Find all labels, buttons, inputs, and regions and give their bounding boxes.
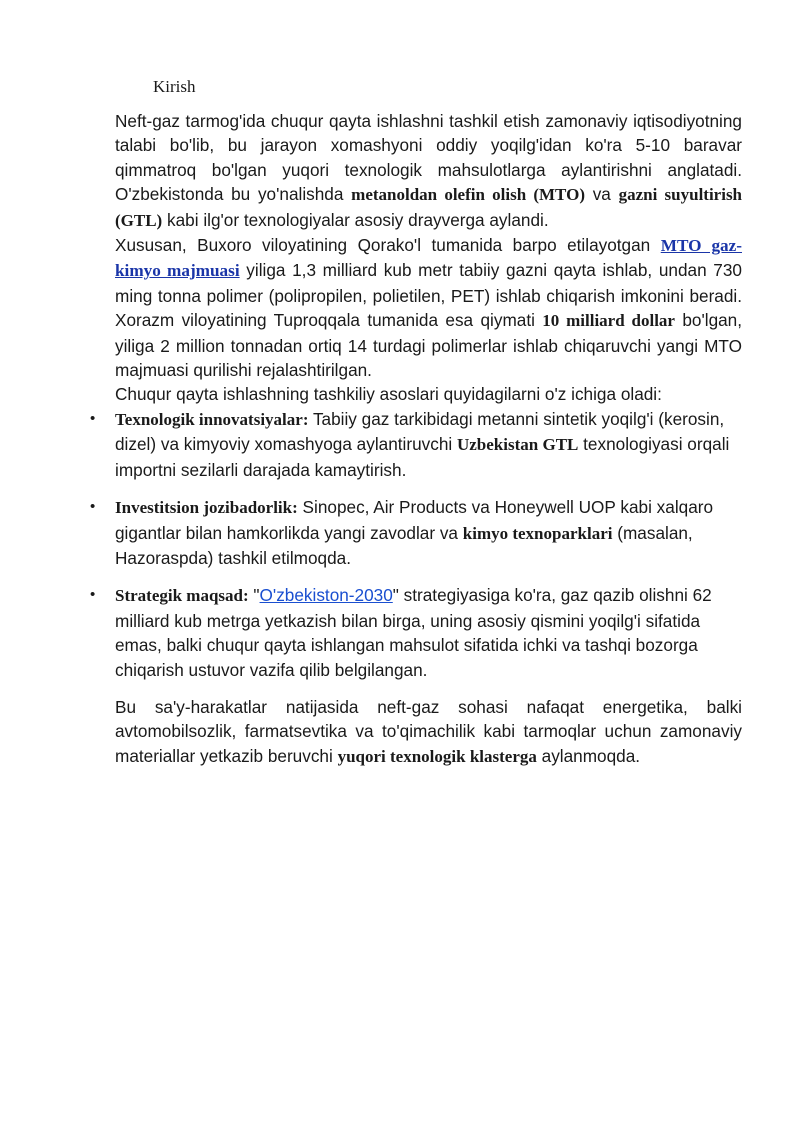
projects-text: yiliga 1,3 milliard kub metr tabiiy gazni qayta ishlab, undan 730 ming tonna polimer (polipropilen, polietilen, PET) ishlab chiqarish imkonini beradi. Xorazm viloyatining Tuproqqala tumanida esa qiymati: [115, 260, 742, 331]
list-item: [115, 407, 742, 482]
section-heading: Kirish: [153, 77, 196, 96]
intro-text: Neft-gaz tarmog'ida chuqur qayta ishlashni tashkil etish zamonaviy iqtisodiyotning talabi bo'lib, bu jarayon xomashyoni oddiy yoqilg'idan ko'ra 5-10 baravar qimmatroq bo'lgan yuqori texnologik mahsulotlarga aylantirishni anglatadi. O'zbekistonda bu yo'nalishda: [115, 111, 742, 205]
list-item-label: Texnologik innovatsiyalar:: [115, 409, 309, 429]
list-intro: Chuqur qayta ishlashning tashkiliy asoslari quyidagilarni o'z ichiga oladi:: [115, 384, 662, 405]
conclusion-text: aylanmoqda.: [536, 745, 641, 766]
intro-paragraph: [115, 109, 742, 233]
list-item-text: Sinopec, Air Products va Honeywell UOP kabi xalqaro gigantlar bilan hamkorlikda yangi zavodlar va: [115, 497, 714, 543]
projects-text: Xususan, Buxoro viloyatining Qorako'l tumanida barpo etilayotgan: [115, 235, 661, 256]
document-body: [115, 109, 742, 769]
bullet-list: [115, 407, 742, 682]
investment-amount: 10 milliard dollar: [542, 311, 675, 331]
list-item: [115, 495, 742, 570]
conclusion-text: Bu sa'y-harakatlar natijasida neft-gaz sohasi nafaqat energetika, balki avtomobilsozlik, farmatsevtika va to'qimachilik kabi tarmoqlar uchun zamonaviy materiallar yetkazib beruvchi: [115, 696, 742, 766]
intro-text: kabi ilg'or texnologiyalar asosiy drayverga aylandi.: [162, 209, 549, 230]
strategy-2030-link[interactable]: O'zbekiston-2030: [259, 585, 393, 606]
list-item-label: Investitsion jozibadorlik:: [115, 498, 298, 518]
intro-text: va: [584, 184, 619, 205]
conclusion-paragraph: [115, 695, 742, 769]
gtl-name: Uzbekistan GTL: [456, 435, 579, 455]
list-item-text: " strategiyasiga ko'ra, gaz qazib olishni 62 milliard kub metrga yetkazish bilan birga, uning asosiy qismini yoqilg'i sifatida emas, balki chuqur qayta ishlangan mahsulot sifatida ichki va tashqi bozorga chiqarish ustuvor vazifa qilib belgilangan.: [115, 585, 712, 680]
list-item-text: texnologiyasi orqali importni sezilarli darajada kamaytirish.: [115, 434, 730, 480]
projects-text: bo'lgan, yiliga 2 million tonnadan ortiq 14 turdagi polimerlar ishlab chiqaruvchi yangi MTO majmuasi qurilishi rejalashtirilgan.: [115, 310, 743, 381]
technoparks-term: kimyo texnoparklari: [462, 523, 613, 543]
cluster-term: yuqori texnologik klasterga: [337, 746, 537, 766]
projects-paragraph: [115, 233, 742, 382]
list-item-text: Tabiiy gaz tarkibidagi metanni sintetik yoqilg'i (kerosin, dizel) va kimyoviy xomashyoga aylantiruvchi: [115, 408, 725, 455]
list-item: [115, 583, 742, 682]
mto-term: metanoldan olefin olish (MTO): [351, 185, 585, 205]
list-item-text: ": [248, 585, 260, 606]
list-item-label: Strategik maqsad:: [115, 586, 249, 606]
list-item-text: (masalan, Hazoraspda) tashkil etilmoqda.: [115, 522, 693, 568]
mto-complex-link[interactable]: MTO gaz-kimyo majmuasi: [115, 236, 742, 281]
gtl-term: gazni suyultirish (GTL): [115, 185, 743, 230]
